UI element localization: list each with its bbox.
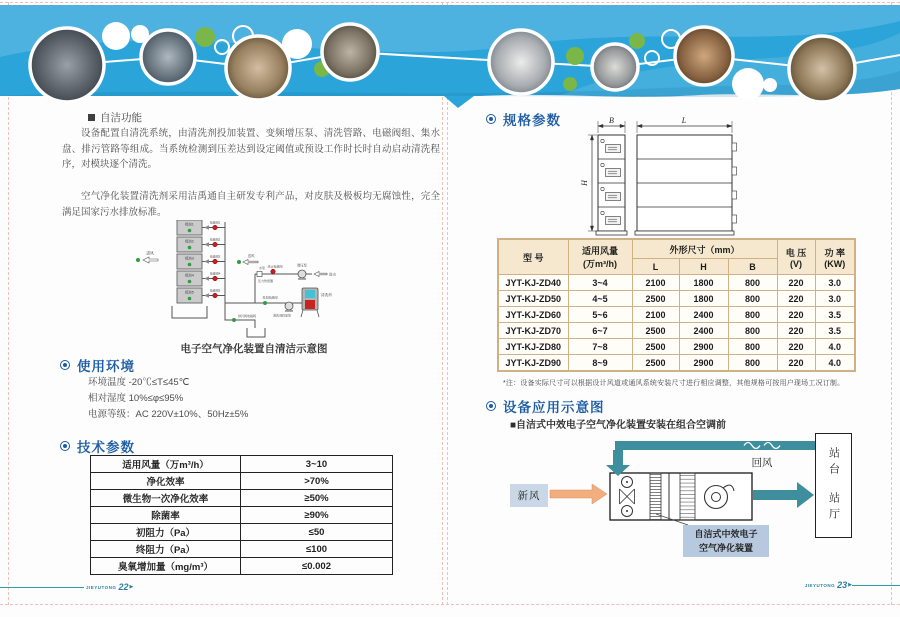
tech-value: ≥50%: [241, 490, 393, 507]
cell-voltage: 220: [777, 291, 815, 307]
self-clean-title: 自洁功能: [100, 112, 142, 124]
tech-name: 终阻力（Pa）: [91, 541, 241, 558]
cell-power: 3.5: [815, 323, 855, 339]
col-h: H: [679, 259, 728, 275]
environment-lines: [88, 375, 248, 423]
crop-guide-bottom: [0, 604, 900, 605]
svg-text:模块2: 模块2: [185, 239, 194, 244]
svg-text:模块3: 模块3: [185, 256, 194, 261]
self-clean-diagram-caption: 电子空气净化装置自清洁示意图: [180, 343, 328, 355]
cell-power: 4.0: [815, 339, 855, 355]
cell-l: 2100: [632, 275, 679, 291]
square-bullet-icon: [88, 114, 95, 121]
tech-name: 微生物一次净化效率: [91, 490, 241, 507]
cell-l: 2500: [632, 323, 679, 339]
cell-airflow: 6~7: [568, 323, 632, 339]
air-outlet: [237, 253, 258, 265]
svg-text:逆止电磁阀: 逆止电磁阀: [267, 264, 283, 269]
cell-b: 800: [728, 323, 777, 339]
col-size: 外形尺寸（mm）: [632, 239, 777, 259]
environment-title: 使用环境: [77, 359, 135, 374]
cell-l: 2500: [632, 355, 679, 372]
ring-bullet-icon: [60, 441, 70, 451]
dimension-drawing: [552, 106, 802, 238]
page-number: 23: [837, 580, 848, 590]
tech-value: ≤0.002: [241, 558, 393, 575]
footer-rule: [0, 587, 84, 588]
return-air-label: 回风: [751, 457, 773, 469]
cell-h: 2400: [679, 323, 728, 339]
svg-text:电磁阀5: 电磁阀5: [209, 288, 221, 293]
self-clean-paragraph-1: 设备配置自清洗系统，由清洗剂投加装置、变频增压泵、清洗管路、电磁阀组、集水盘、排污管路等组成。当系统检测到压差达到设定阈值或预设工作时长时自动启动清洗程序，对模块逐个清洗。: [62, 128, 440, 170]
cell-b: 800: [728, 307, 777, 323]
environment-line: 电源等级：AC 220V±10%、50Hz±5%: [88, 409, 249, 420]
platform-label: 站台: [827, 447, 840, 479]
cell-voltage: 220: [777, 307, 815, 323]
svg-text:电磁阀4: 电磁阀4: [209, 271, 221, 276]
table-row: [91, 473, 393, 490]
tech-value: ≤100: [241, 541, 393, 558]
cell-h: 2400: [679, 307, 728, 323]
tech-params-title: 技术参数: [77, 440, 135, 455]
col-voltage-line2: (V): [790, 258, 803, 269]
col-b: B: [728, 259, 777, 275]
cell-b: 800: [728, 339, 777, 355]
tech-params-table: [90, 455, 393, 575]
brand-logo: JIEYUTONG: [804, 582, 836, 588]
tech-params-heading: [60, 436, 135, 456]
col-airflow-line2: (万m³/h): [583, 259, 617, 269]
cell-power: 3.0: [815, 291, 855, 307]
valve-column: [204, 220, 221, 298]
footer-rule: [852, 585, 900, 586]
module-stack: [177, 220, 202, 303]
tech-name: 臭氧增加量（mg/m³）: [91, 558, 241, 575]
cell-airflow: 5~6: [568, 307, 632, 323]
svg-text:模块4: 模块4: [185, 273, 194, 278]
svg-text:进风: 进风: [146, 251, 154, 256]
cell-power: 3.0: [815, 275, 855, 291]
col-power-line1: 功 率: [824, 247, 846, 258]
table-row: [498, 275, 855, 291]
cell-b: 800: [728, 275, 777, 291]
col-power-line2: (KW): [824, 258, 846, 269]
page-arrow-icon: ▶: [848, 582, 852, 588]
brand-logo: JIEYUTONG: [86, 584, 117, 590]
cell-model: JYT-KJ-ZD80: [498, 339, 568, 355]
spec-heading: [486, 109, 561, 129]
col-voltage: [777, 239, 815, 275]
cell-power: 4.0: [815, 355, 855, 372]
cell-h: 1800: [679, 291, 728, 307]
svg-text:清洗剂投加泵: 清洗剂投加泵: [272, 313, 292, 318]
col-model: 型 号: [498, 239, 568, 275]
application-subtitle: ■自洁式中效电子空气净化装置安装在组合空调前: [510, 420, 727, 431]
fresh-air-arrow: [550, 484, 607, 504]
table-row: [498, 355, 855, 372]
dim-label-b: B: [609, 116, 614, 125]
cell-l: 2500: [632, 339, 679, 355]
return-duct: [606, 441, 815, 476]
table-row: [498, 291, 855, 307]
cell-h: 2900: [679, 339, 728, 355]
cell-b: 800: [728, 291, 777, 307]
crop-guide-top: [0, 2, 900, 3]
table-row: [498, 339, 855, 355]
footer-left: [0, 582, 133, 592]
svg-text:模块1: 模块1: [185, 222, 194, 227]
table-row: [91, 490, 393, 507]
spec-table: [497, 238, 856, 372]
cell-b: 800: [728, 355, 777, 372]
purifier-callout: [683, 525, 769, 557]
cell-voltage: 220: [777, 275, 815, 291]
footer-right: [803, 580, 900, 590]
tech-value: ≥90%: [241, 507, 393, 524]
svg-text:送风: 送风: [247, 254, 255, 258]
callout-line-2: 空气净化装置: [698, 543, 753, 553]
front-view: [596, 135, 627, 235]
air-inlet: [136, 251, 158, 264]
page-arrow-icon: ▶: [129, 584, 134, 590]
water-line: [257, 263, 337, 284]
cell-voltage: 220: [777, 323, 815, 339]
table-row: [498, 323, 855, 339]
cell-voltage: 220: [777, 355, 815, 372]
table-row: [91, 456, 393, 473]
side-view: [635, 135, 737, 235]
fresh-air-label: 新风: [510, 484, 548, 507]
cell-voltage: 220: [777, 339, 815, 355]
cell-l: 2500: [632, 291, 679, 307]
supply-air-arrow: [753, 482, 814, 508]
table-row: [91, 541, 393, 558]
svg-text:电磁阀3: 电磁阀3: [209, 254, 221, 259]
cell-model: JYT-KJ-ZD90: [498, 355, 568, 372]
environment-line: 环境温度 -20℃≤T≤45℃: [88, 377, 190, 388]
self-clean-heading: [88, 110, 142, 125]
svg-text:模块5: 模块5: [185, 290, 194, 295]
table-row: [91, 507, 393, 524]
drain-line: [232, 313, 256, 322]
svg-text:电磁阀1: 电磁阀1: [209, 220, 221, 225]
cell-model: JYT-KJ-ZD40: [498, 275, 568, 291]
tech-name: 除菌率: [91, 507, 241, 524]
svg-text:进水: 进水: [329, 272, 337, 277]
col-power: [815, 239, 855, 275]
svg-text:投加电磁阀: 投加电磁阀: [262, 295, 278, 300]
tech-name: 适用风量（万m³/h）: [91, 456, 241, 473]
application-heading: [486, 396, 605, 416]
banner-graphic: [0, 5, 900, 109]
cell-model: JYT-KJ-ZD70: [498, 323, 568, 339]
svg-text:电磁阀2: 电磁阀2: [209, 237, 221, 242]
cell-h: 2900: [679, 355, 728, 372]
cell-model: JYT-KJ-ZD50: [498, 291, 568, 307]
cell-airflow: 4~5: [568, 291, 632, 307]
ring-bullet-icon: [486, 114, 496, 124]
cell-airflow: 3~4: [568, 275, 632, 291]
page-number: 22: [118, 582, 129, 592]
cell-l: 2100: [632, 307, 679, 323]
tech-value: >70%: [241, 473, 393, 490]
banner-background: [0, 5, 900, 108]
svg-text:水泵: 水泵: [258, 266, 266, 270]
callout-line-1: 自洁式中效电子: [694, 529, 758, 539]
tech-name: 净化效率: [91, 473, 241, 490]
tech-name: 初阻力（Pa）: [91, 524, 241, 541]
ring-bullet-icon: [60, 360, 70, 370]
table-row: [498, 307, 855, 323]
col-airflow: [568, 239, 632, 275]
ahu-unit: [610, 473, 752, 520]
spec-title: 规格参数: [503, 113, 561, 128]
col-airflow-line1: 适用风量: [581, 246, 618, 256]
tech-value: 3~10: [241, 456, 393, 473]
svg-text:增压泵: 增压泵: [297, 263, 307, 268]
station-box: [815, 433, 852, 538]
col-l: L: [632, 259, 679, 275]
table-row: [91, 558, 393, 575]
environment-heading: [60, 355, 135, 375]
cell-h: 1800: [679, 275, 728, 291]
svg-text:排污阀电磁阀: 排污阀电磁阀: [238, 314, 257, 318]
hall-label: 站厅: [827, 492, 840, 524]
col-voltage-line1: 电 压: [785, 247, 807, 258]
cell-model: JYT-KJ-ZD60: [498, 307, 568, 323]
cell-airflow: 8~9: [568, 355, 632, 372]
spec-note: *注：设备实际尺寸可以根据设计风道或通风系统安装尺寸进行相应调整，其他规格可按用户现场工况订制。: [503, 380, 845, 387]
application-title: 设备应用示意图: [503, 400, 605, 415]
dim-label-h: H: [580, 180, 589, 186]
table-row: [91, 524, 393, 541]
self-clean-schematic: [112, 220, 402, 340]
cell-power: 3.5: [815, 307, 855, 323]
svg-text:压力传感器: 压力传感器: [258, 279, 274, 283]
self-clean-paragraph-2: 空气净化装置清洗剂采用洁禹通自主研发专利产品，对皮肤及极板均无腐蚀性，完全满足国家污水排放标准。: [62, 191, 440, 218]
cell-airflow: 7~8: [568, 339, 632, 355]
tech-value: ≤50: [241, 524, 393, 541]
dim-label-l: L: [681, 116, 687, 125]
table-header-row: [498, 239, 855, 259]
svg-text:清洗剂: 清洗剂: [321, 293, 332, 297]
environment-line: 相对湿度 10%≤φ≤95%: [88, 393, 184, 404]
ring-bullet-icon: [486, 401, 496, 411]
